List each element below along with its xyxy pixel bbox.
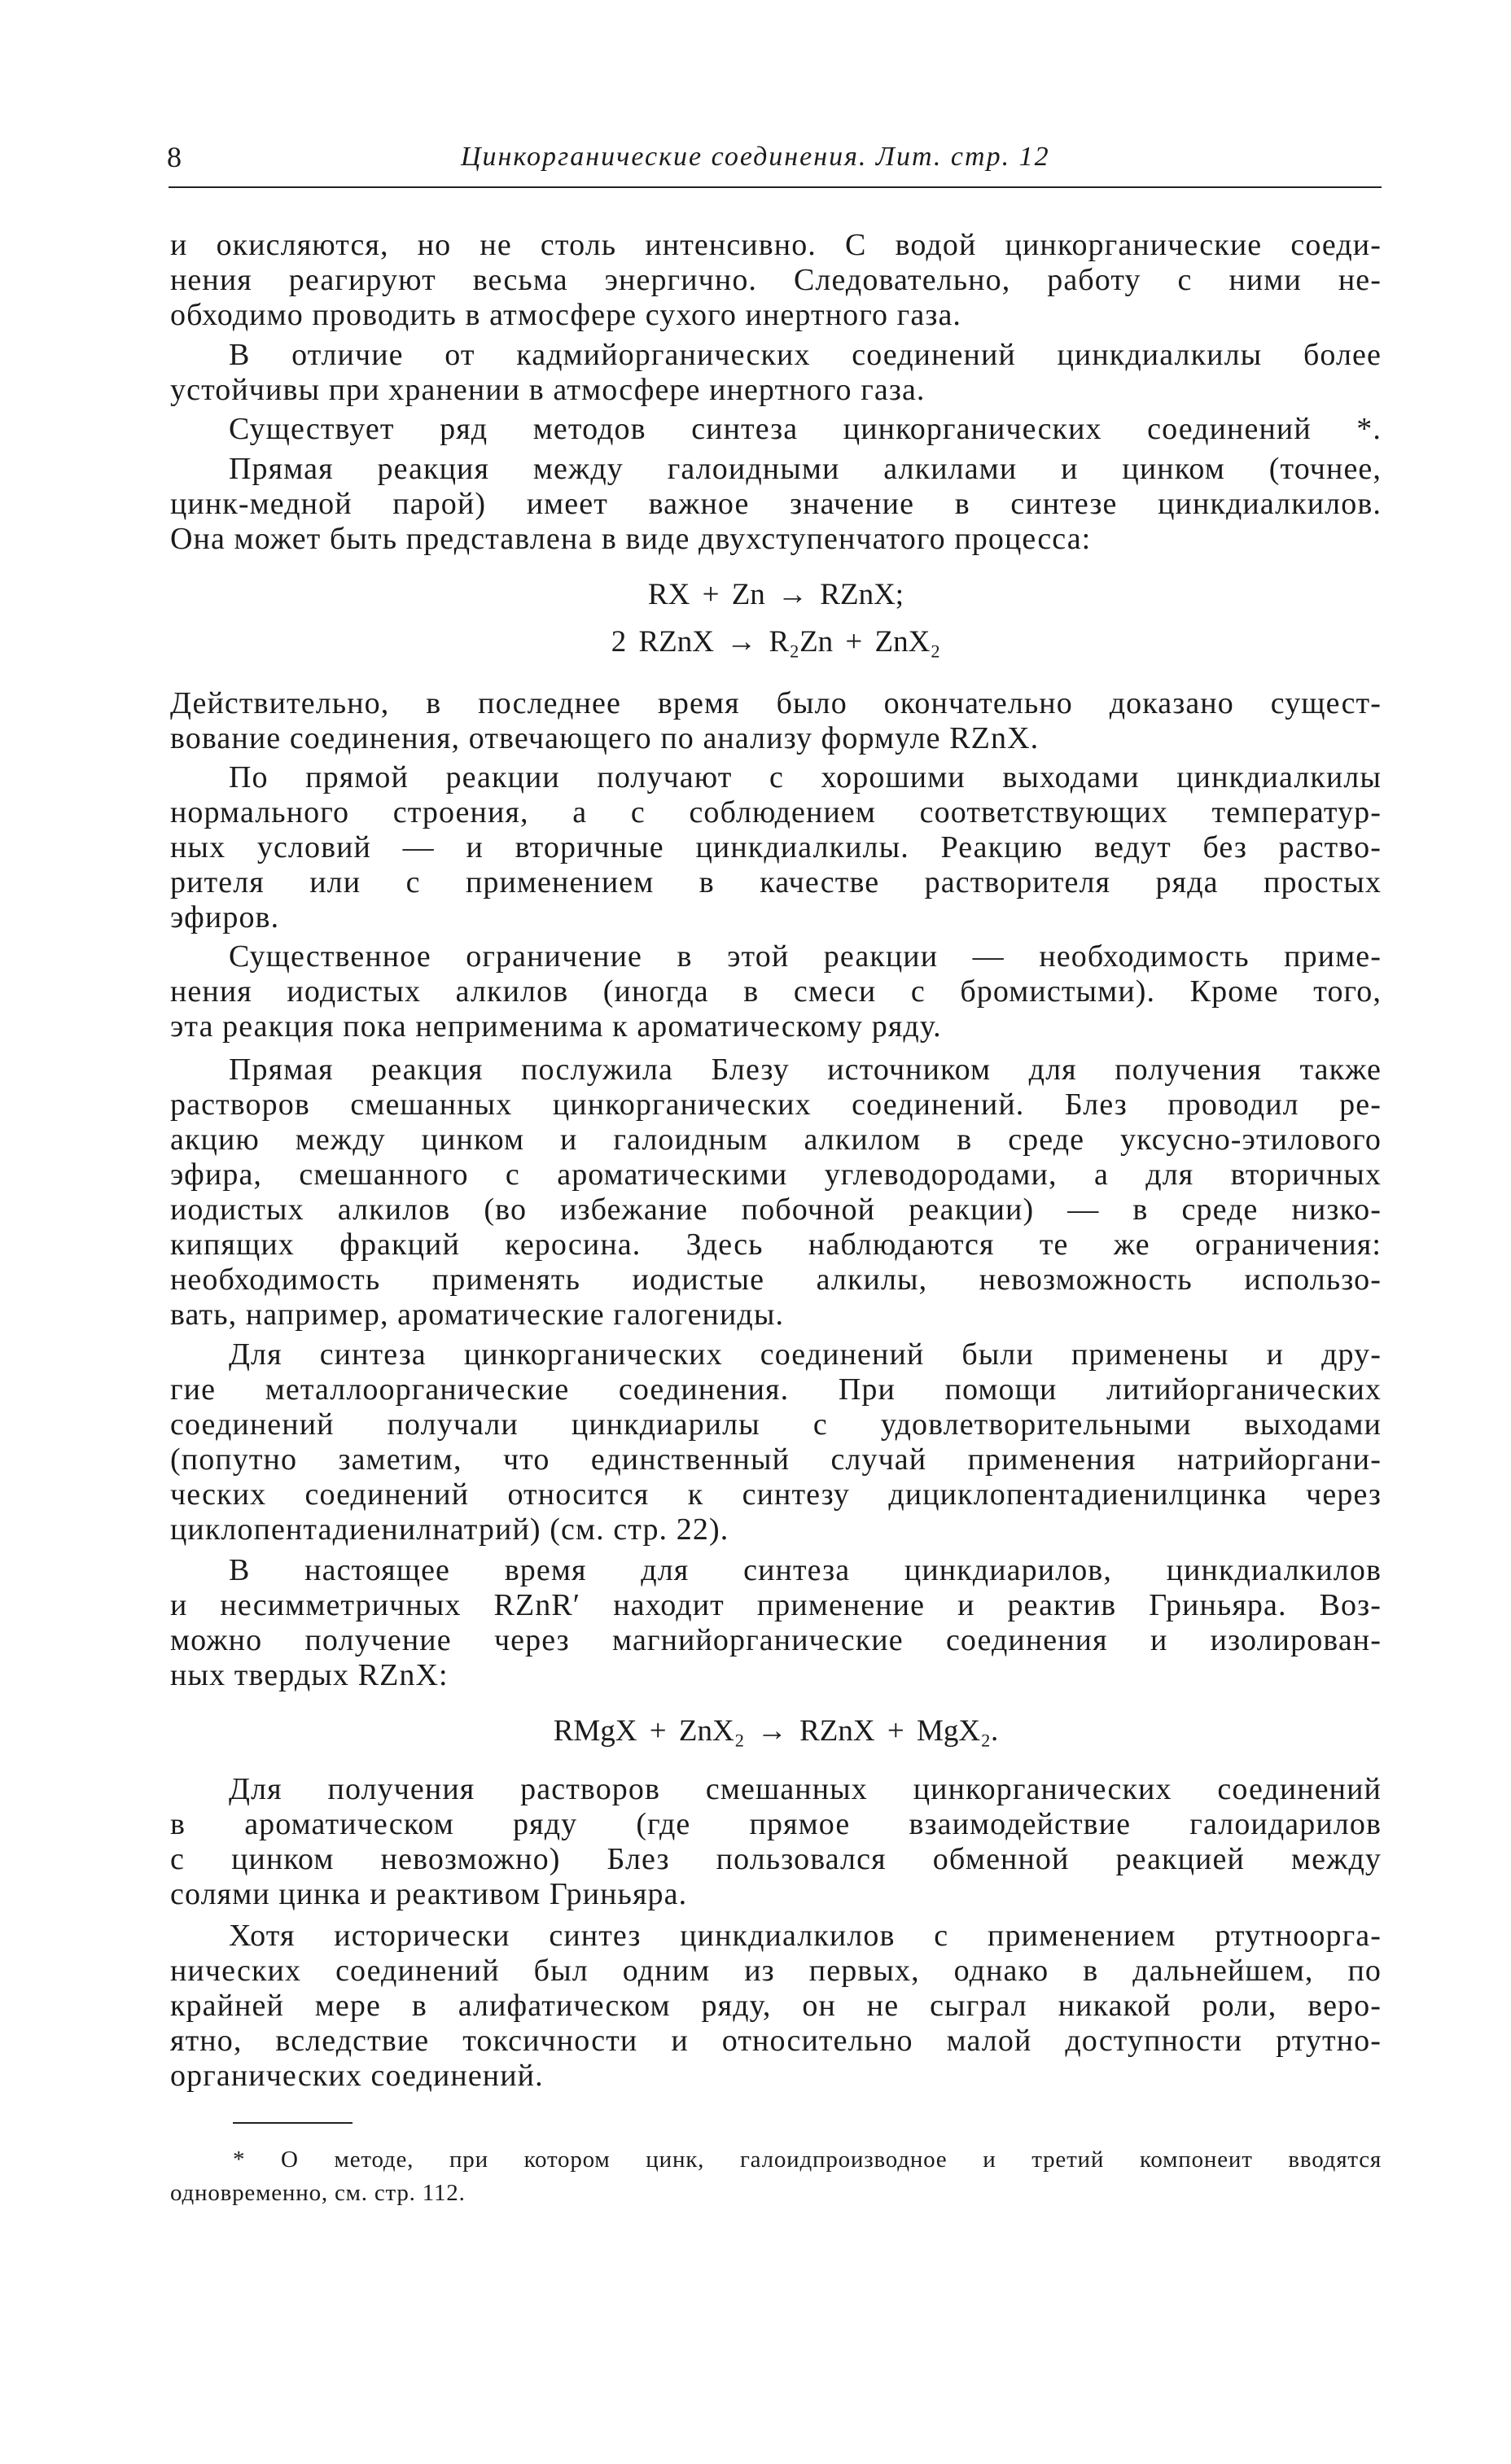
text-line: ятно, вследствие токсичности и относительно малой доступности ртутно- [170, 2024, 1382, 2058]
text-line: иодистых алкилов (во избежание побочной реакции) — в среде низко- [170, 1193, 1382, 1227]
text-line: кипящих фракций керосина. Здесь наблюдаются те же ограничения: [170, 1228, 1382, 1262]
text-line: органических соединений. [170, 2059, 544, 2093]
text-line: в ароматическом ряду (где прямое взаимодействие галоидарилов [170, 1807, 1382, 1841]
footnote-rule [233, 2122, 353, 2124]
paragraph [170, 1919, 1382, 2094]
text-line: В отличие от кадмийорганических соединений цинкдиалкилы более [229, 338, 1382, 372]
footnote-line: одновременно, см. стр. 112. [170, 2180, 466, 2206]
equation: 2 RZnX → R₂Zn + ZnX₂ [611, 625, 941, 659]
text-line: эта реакция пока неприменима к ароматическому ряду. [170, 1009, 942, 1044]
text-line: крайней мере в алифатическом ряду, он не сыграл никакой роли, веро- [170, 1989, 1382, 2023]
text-line: можно получение через магнийорганические соединения и изолирован- [170, 1623, 1382, 1657]
text-line: Для синтеза цинкорганических соединений были применены и дру- [229, 1337, 1382, 1372]
text-line: гие металлоорганические соединения. При помощи литийорганических [170, 1372, 1382, 1407]
paragraph [170, 1553, 1382, 1693]
text-line: Существует ряд методов синтеза цинкорганических соединений *. [229, 412, 1382, 446]
equation: RMgX + ZnX₂ → RZnX + MgX₂. [553, 1714, 999, 1748]
text-line: вать, например, ароматические галогениды. [170, 1298, 785, 1332]
text-line: соединений получали цинкдиарилы с удовлетворительными выходами [170, 1407, 1382, 1442]
text-line: нормального строения, а с соблюдением соответствующих температур- [170, 795, 1382, 829]
paragraph [170, 452, 1382, 557]
running-head: Цинкорганические соединения. Лит. стр. 12 [461, 142, 1050, 172]
text-line: ных твердых RZnX: [170, 1658, 449, 1692]
text-line: Хотя исторически синтез цинкдиалкилов с применением ртутноорга- [229, 1919, 1382, 1953]
text-line: Прямая реакция послужила Блезу источником для получения также [229, 1053, 1382, 1087]
text-line: и окисляются, но не столь интенсивно. С водой цинкорганические соеди- [170, 228, 1382, 262]
text-line: вование соединения, отвечающего по анализу формуле RZnX. [170, 721, 1040, 755]
text-line: необходимость применять иодистые алкилы, невозможность использо- [170, 1263, 1382, 1297]
text-line: (попутно заметим, что единственный случай применения натрийоргани- [170, 1442, 1382, 1477]
paragraph [170, 939, 1382, 1044]
text-line: эфиров. [170, 900, 280, 934]
page-number: 8 [167, 141, 182, 173]
text-line: солями цинка и реактивом Гриньяра. [170, 1877, 688, 1911]
paragraph [170, 1772, 1382, 1912]
equation: RX + Zn → RZnX; [647, 578, 904, 611]
header-rule [169, 186, 1382, 188]
paragraph [170, 1053, 1382, 1333]
text-line: Для получения растворов смешанных цинкорганических соединений [229, 1772, 1382, 1806]
paragraph [170, 228, 1382, 333]
text-line: Прямая реакция между галоидными алкилами и цинком (точнее, [229, 452, 1382, 486]
paragraph [170, 686, 1382, 756]
text-line: Действительно, в последнее время было окончательно доказано сущест- [170, 686, 1382, 720]
paragraph [170, 412, 1382, 447]
text-line: По прямой реакции получают с хорошими выходами цинкдиалкилы [229, 760, 1382, 794]
text-line: Она может быть представлена в виде двухступенчатого процесса: [170, 522, 1092, 556]
text-line: эфира, смешанного с ароматическими углеводородами, а для вторичных [170, 1158, 1382, 1192]
text-line: и несимметричных RZnR′ находит применение и реактив Гриньяра. Воз- [170, 1588, 1382, 1622]
text-line: устойчивы при хранении в атмосфере инертного газа. [170, 373, 926, 407]
text-line: акцию между цинком и галоидным алкилом в среде уксусно-этилового [170, 1123, 1382, 1157]
text-line: В настоящее время для синтеза цинкдиарилов, цинкдиалкилов [229, 1553, 1382, 1587]
text-line: нения реагируют весьма энергично. Следовательно, работу с ними не- [170, 263, 1382, 297]
text-line: цинк-медной парой) имеет важное значение в синтезе цинкдиалкилов. [170, 487, 1382, 521]
footnote [170, 2143, 1382, 2210]
text-line: с цинком невозможно) Блез пользовался обменной реакцией между [170, 1842, 1382, 1876]
paragraph [170, 760, 1382, 935]
text-line: растворов смешанных цинкорганических соединений. Блез проводил ре- [170, 1088, 1382, 1122]
text-line: Существенное ограничение в этой реакции — необходимость приме- [229, 939, 1382, 974]
text-line: обходимо проводить в атмосфере сухого инертного газа. [170, 298, 962, 332]
text-line: ческих соединений относится к синтезу дициклопентадиенилцинка через [170, 1477, 1382, 1512]
paragraph [170, 338, 1382, 408]
text-line: рителя или с применением в качестве растворителя ряда простых [170, 865, 1382, 899]
text-line: нических соединений был одним из первых, однако в дальнейшем, по [170, 1954, 1382, 1988]
paragraph [170, 1337, 1382, 1547]
text-line: циклопентадиенилнатрий) (см. стр. 22). [170, 1512, 729, 1547]
footnote-line: * О методе, при котором цинк, галоидпроизводное и третий компонеит вводятся [233, 2147, 1382, 2173]
text-line: нения иодистых алкилов (иногда в смеси с бромистыми). Кроме того, [170, 974, 1382, 1009]
text-line: ных условий — и вторичные цинкдиалкилы. Реакцию ведут без раство- [170, 830, 1382, 864]
